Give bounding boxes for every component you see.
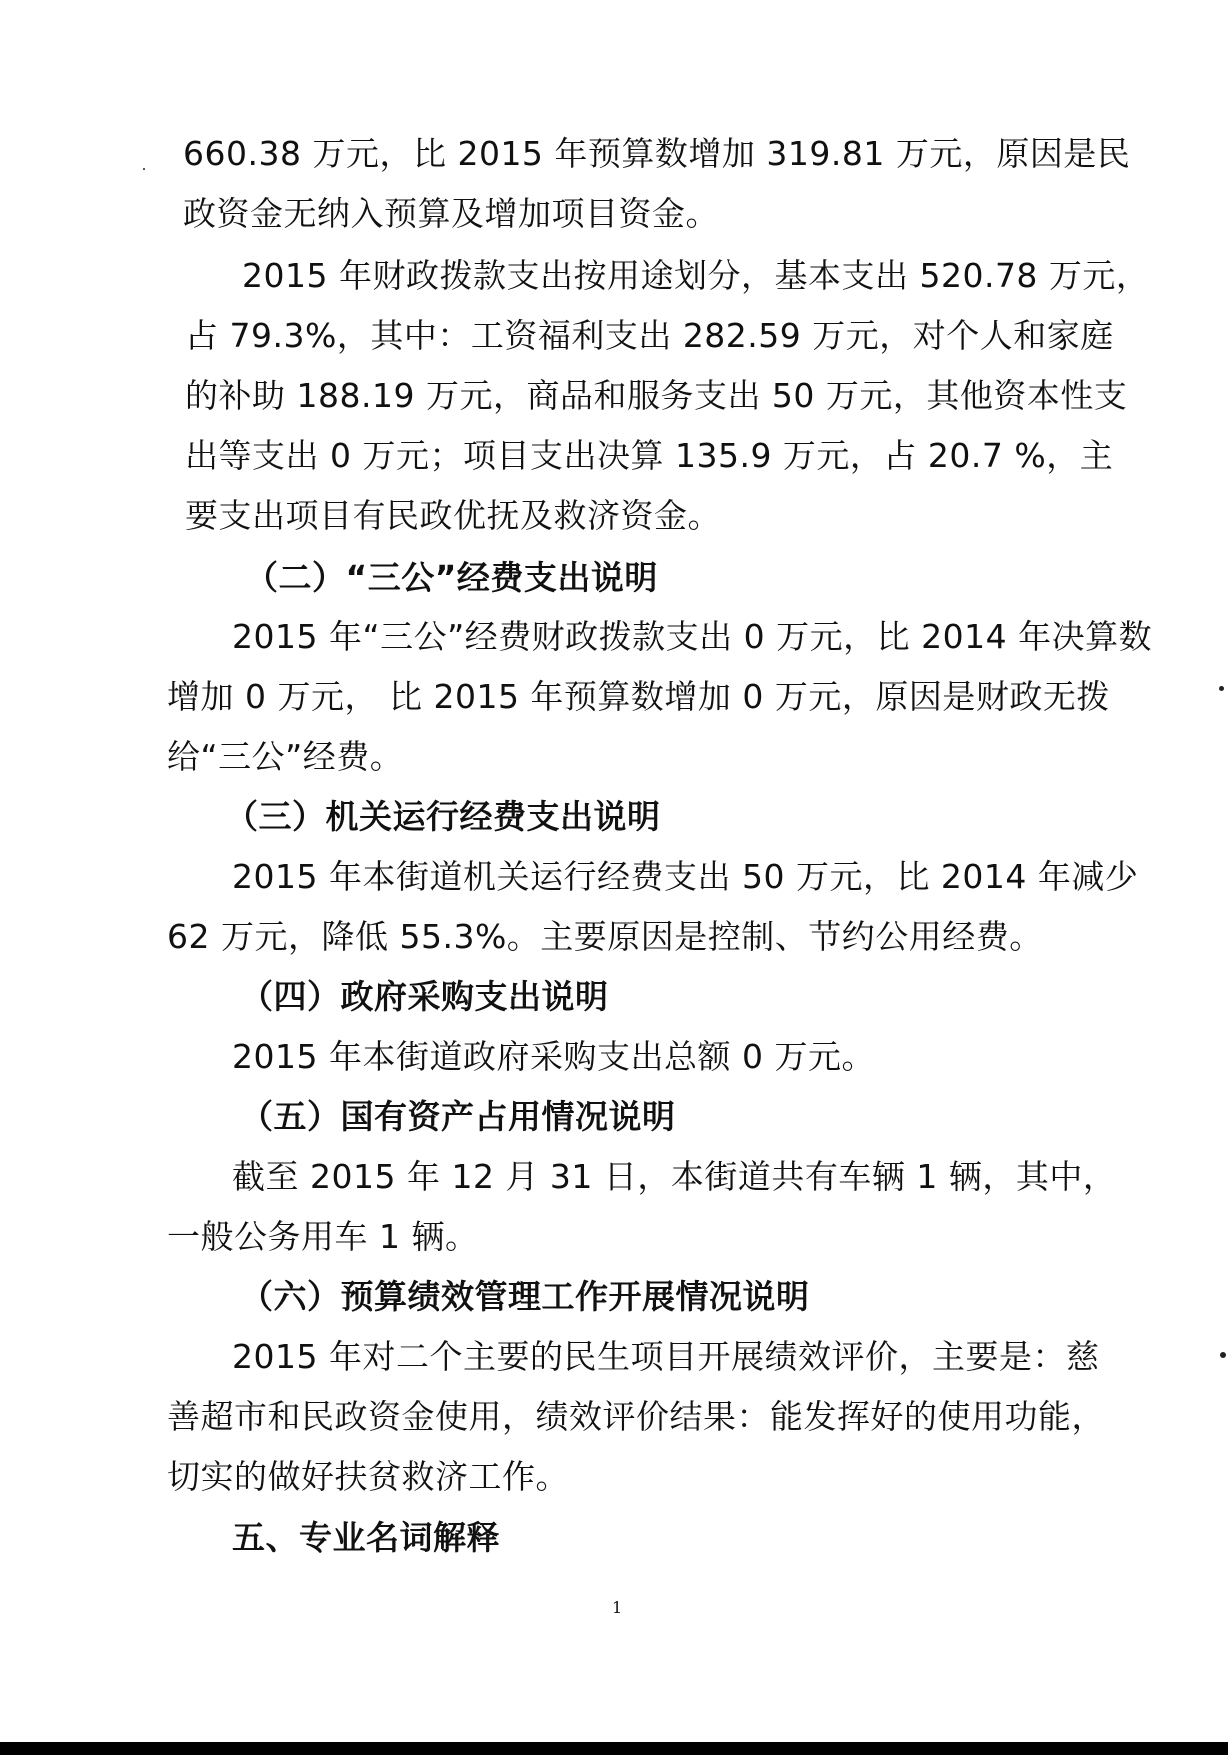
paragraph-line: 的补助 188.19 万元，商品和服务支出 50 万元，其他资本性支 (185, 376, 1128, 415)
section-heading: （六）预算绩效管理工作开展情况说明 (240, 1277, 810, 1316)
paragraph-line: 政资金无纳入预算及增加项目资金。 (183, 194, 719, 233)
paragraph-line: 一般公务用车 1 辆。 (167, 1217, 479, 1256)
paragraph-line: 2015 年本街道机关运行经费支出 50 万元，比 2014 年减少 (232, 857, 1139, 896)
paragraph-line: 62 万元，降低 55.3%。主要原因是控制、节约公用经费。 (167, 917, 1043, 956)
paragraph-line: 切实的做好扶贫救济工作。 (167, 1457, 569, 1496)
paragraph-line: 2015 年对二个主要的民生项目开展绩效评价，主要是：慈 (232, 1337, 1100, 1376)
paragraph-line: 截至 2015 年 12 月 31 日，本街道共有车辆 1 辆，其中， (232, 1157, 1117, 1196)
paragraph-line: 善超市和民政资金使用，绩效评价结果：能发挥好的使用功能， (167, 1397, 1105, 1436)
paragraph-line: 给“三公”经费。 (167, 737, 404, 776)
section-heading: （四）政府采购支出说明 (240, 977, 609, 1016)
paragraph-line: 要支出项目有民政优抚及救济资金。 (185, 496, 721, 535)
paragraph-line: 2015 年“三公”经费财政拨款支出 0 万元，比 2014 年决算数 (232, 617, 1153, 656)
scan-bottom-edge (0, 1742, 1228, 1755)
paragraph-line: 660.38 万元，比 2015 年预算数增加 319.81 万元，原因是民 (183, 134, 1131, 173)
scan-speck (143, 168, 145, 170)
scan-speck (1219, 686, 1224, 691)
page-number: 1 (612, 1598, 623, 1617)
section-heading: （三）机关运行经费支出说明 (225, 797, 661, 836)
section-heading: （二）“三公”经费支出说明 (245, 558, 658, 597)
paragraph-line: 占 79.3%，其中：工资福利支出 282.59 万元，对个人和家庭 (185, 316, 1114, 355)
section-heading: 五、专业名词解释 (232, 1518, 500, 1557)
paragraph-line: 2015 年本街道政府采购支出总额 0 万元。 (232, 1037, 875, 1076)
paragraph-line: 增加 0 万元， 比 2015 年预算数增加 0 万元，原因是财政无拨 (167, 677, 1110, 716)
scan-speck (1220, 1352, 1226, 1358)
paragraph-line: 2015 年财政拨款支出按用途划分，基本支出 520.78 万元， (242, 256, 1150, 295)
paragraph-line: 出等支出 0 万元；项目支出决算 135.9 万元，占 20.7 %，主 (185, 436, 1114, 475)
section-heading: （五）国有资产占用情况说明 (240, 1097, 676, 1136)
